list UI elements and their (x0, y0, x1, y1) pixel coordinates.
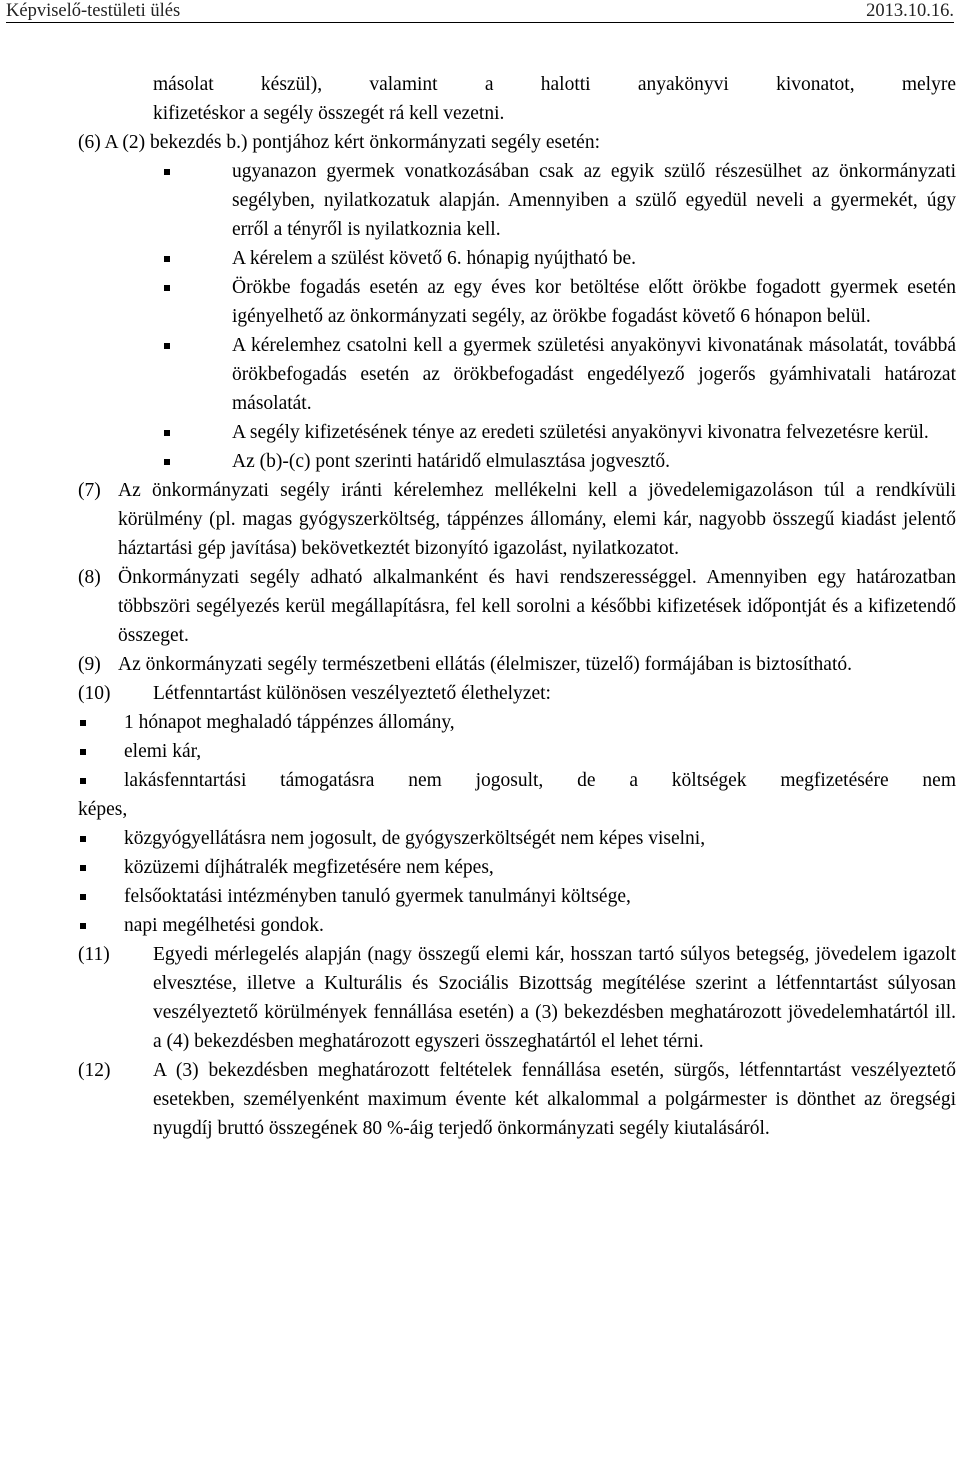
paragraph-11 (78, 940, 956, 1056)
bullet-item: közüzemi díjhátralék megfizetésére nem képes, (78, 853, 956, 882)
paragraph-8 (78, 563, 956, 650)
paragraph-10-intro: Létfenntartást különösen veszélyeztető élethelyzet: (153, 683, 551, 704)
square-bullet-icon (80, 865, 86, 871)
paragraph-6-intro: (6) A (2) bekezdés b.) pontjához kért önkormányzati segély esetén: (78, 132, 600, 153)
paragraph-number: (8) (78, 567, 101, 588)
square-bullet-icon (164, 169, 170, 175)
header-date: 2013.10.16. (866, 1, 954, 21)
square-bullet-icon (164, 430, 170, 436)
square-bullet-icon (80, 778, 86, 784)
square-bullet-icon (80, 836, 86, 842)
bullet-item: Örökbe fogadás esetén az egy éves kor betöltése előtt örökbe fogadott gyermek esetén igényelhető az önkormányzati segély, az örökbe fogadást követő 6 hónapon belül. (78, 273, 956, 331)
bullet-item: A segély kifizetésének ténye az eredeti születési anyakönyvi kivonatra felvezetésre kerül. (78, 418, 956, 447)
paragraph-text: A (3) bekezdésben meghatározott feltételek fennállása esetén, sürgős, létfenntartást veszélyeztető esetekben, személyenként maximum évente két alkalommal a polgármester is dönthet az öregségi nyugdíj bruttó összegének 80 %-áig terjedő önkormányzati segély kiutalásáról. (153, 1060, 956, 1139)
paragraph-7 (78, 476, 956, 563)
text-line: kifizetéskor a segély összegét rá kell vezetni. (153, 103, 505, 124)
paragraph-text: Az önkormányzati segély iránti kérelemhez mellékelni kell a jövedelemigazoláson túl a rendkívüli körülmény (pl. magas gyógyszerköltség, táppénzes állomány, elemi kár, nagyobb összegű kiadást jelentő háztartási gép javítása) bekövetkeztét bizonyító igazolást, nyilatkozatot. (118, 480, 956, 559)
bullet-wrap-line: képes, (78, 799, 128, 820)
paragraph-number: (10) (78, 683, 111, 704)
bullet-item: elemi kár, (78, 737, 956, 766)
paragraph-number: (9) (78, 654, 101, 675)
bullet-item: A kérelem a szülést követő 6. hónapig nyújtható be. (78, 244, 956, 273)
paragraph-12 (78, 1056, 956, 1143)
paragraph-number: (7) (78, 480, 101, 501)
text-line: másolat készül), valamint a halotti anyakönyvi kivonatot, melyre (153, 74, 956, 95)
document-body (78, 70, 956, 1143)
square-bullet-icon (80, 894, 86, 900)
bullet-item: ugyanazon gyermek vonatkozásában csak az egyik szülő részesülhet az önkormányzati segélyben, nyilatkozatuk alapján. Amennyiben a szülő egyedül neveli a gyermekét, úgy erről a tényről is nyilatkoznia kell. (78, 157, 956, 244)
bullet-item: közgyógyellátásra nem jogosult, de gyógyszerköltségét nem képes viselni, (78, 824, 956, 853)
square-bullet-icon (80, 749, 86, 755)
bullet-item: 1 hónapot meghaladó táppénzes állomány, (78, 708, 956, 737)
header-title: Képviselő-testületi ülés (6, 1, 181, 21)
paragraph-9 (78, 650, 956, 679)
bullet-item: felsőoktatási intézményben tanuló gyermek tanulmányi költsége, (78, 882, 956, 911)
paragraph-text: Önkormányzati segély adható alkalmanként és havi rendszerességgel. Amennyiben egy határozatban többszöri segélyezés kerül megállapításra, fel kell sorolni a későbbi kifizetések időpontját és a kifizetendő összeget. (118, 567, 956, 646)
paragraph-number: (11) (78, 944, 110, 965)
square-bullet-icon (164, 459, 170, 465)
bullet-item: lakásfenntartási támogatásra nem jogosult, de a költségek megfizetésére nem (78, 766, 956, 795)
page-header (6, 0, 954, 23)
continued-paragraph (153, 70, 956, 128)
paragraph-text: Egyedi mérlegelés alapján (nagy összegű elemi kár, hosszan tartó súlyos betegség, jövedelem igazolt elvesztése, illetve a Kulturális és Szociális Bizottság megítélése szerint a létfenntartást súlyosan veszélyeztető körülmények fennállása esetén) a (3) bekezdésben meghatározott jövedelemhatártól ill. a (4) bekezdésben meghatározott egyszeri összeghatártól el lehet térni. (153, 944, 956, 1052)
bullet-item: napi megélhetési gondok. (78, 911, 956, 940)
paragraph-10 (78, 679, 956, 940)
paragraph-number: (12) (78, 1060, 111, 1081)
square-bullet-icon (164, 285, 170, 291)
paragraph-text: Az önkormányzati segély természetbeni ellátás (élelmiszer, tüzelő) formájában is biztosítható. (118, 654, 852, 675)
square-bullet-icon (164, 256, 170, 262)
bullet-item: A kérelemhez csatolni kell a gyermek születési anyakönyvi kivonatának másolatát, továbbá örökbefogadás esetén az örökbefogadást engedélyező jogerős gyámhivatali határozat másolatát. (78, 331, 956, 418)
bullet-item: Az (b)-(c) pont szerinti határidő elmulasztása jogvesztő. (78, 447, 956, 476)
square-bullet-icon (80, 720, 86, 726)
square-bullet-icon (164, 343, 170, 349)
paragraph-6 (78, 128, 956, 476)
square-bullet-icon (80, 923, 86, 929)
